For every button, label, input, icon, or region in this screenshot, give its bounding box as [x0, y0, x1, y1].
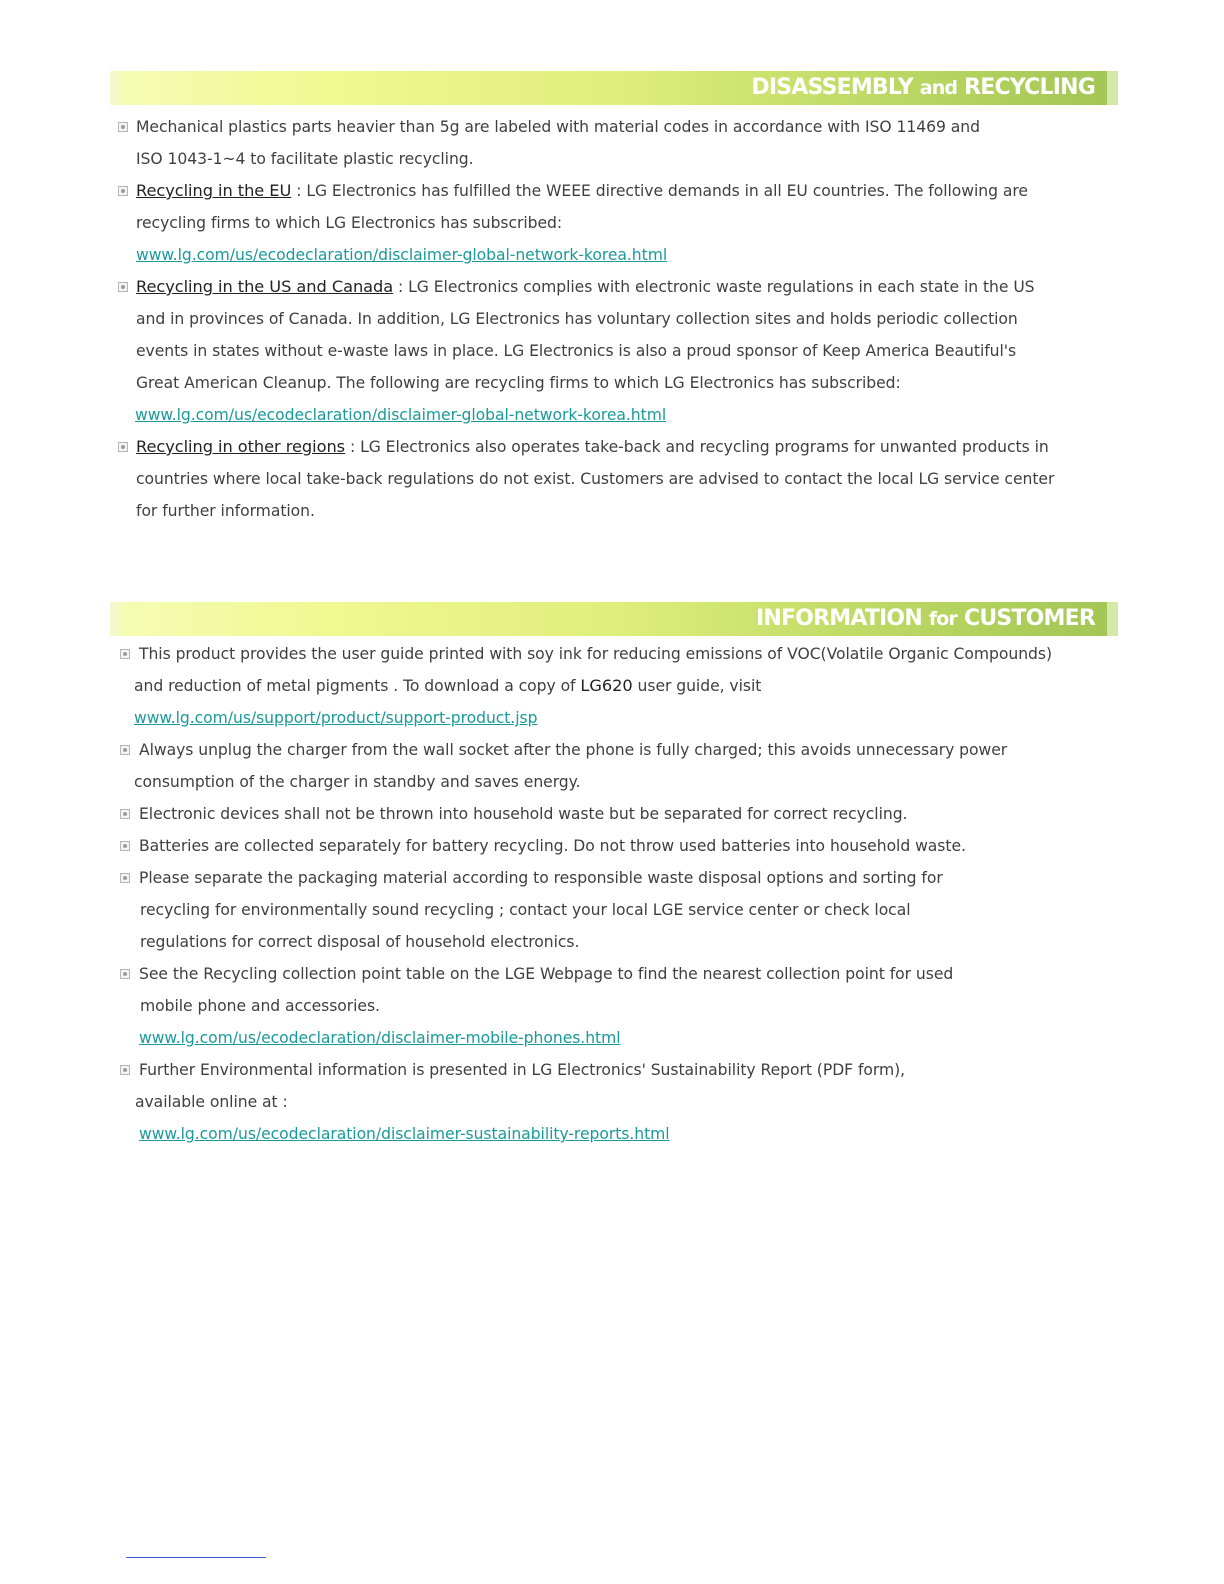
footnote-divider	[126, 1557, 266, 1558]
heading-separator: :	[393, 278, 409, 296]
item-text-line: This product provides the user guide printed with soy ink for reducing emissions of VOC(Volatile Organic Compounds)	[139, 645, 1052, 663]
item-text-line: Electronic devices shall not be thrown into household waste but be separated for correct recycling.	[139, 805, 908, 823]
item-text-line: consumption of the charger in standby and saves energy.	[134, 773, 581, 791]
bullet-icon	[118, 122, 128, 132]
user-guide-link[interactable]: www.lg.com/us/support/product/support-product.jsp	[134, 709, 538, 727]
item-text: user guide, visit	[632, 677, 762, 695]
disassembly-title-and: and	[919, 77, 958, 99]
item-text-line: and in provinces of Canada. In addition, LG Electronics has voluntary collection sites and holds periodic collection	[136, 310, 1018, 328]
item-text-line: Batteries are collected separately for battery recycling. Do not throw used batteries into household waste.	[139, 837, 966, 855]
item-text: LG Electronics also operates take-back and recycling programs for unwanted products in	[360, 438, 1049, 456]
item-text-line: Further Environmental information is presented in LG Electronics' Sustainability Report (PDF form),	[139, 1061, 906, 1079]
item-text-line: recycling for environmentally sound recycling ; contact your local LGE service center or check local	[140, 901, 911, 919]
bullet-icon	[118, 442, 128, 452]
disassembly-title	[751, 73, 1095, 103]
information-title-for: for	[928, 608, 958, 630]
information-banner	[110, 602, 1118, 636]
item-text-line: Mechanical plastics parts heavier than 5g are labeled with material codes in accordance with ISO 11469 and	[136, 118, 980, 136]
bullet-icon	[120, 809, 130, 819]
bullet-icon	[120, 873, 130, 883]
sustainability-report-link[interactable]: www.lg.com/us/ecodeclaration/disclaimer-sustainability-reports.html	[139, 1125, 670, 1143]
item-text: LG Electronics has fulfilled the WEEE directive demands in all EU countries. The following are	[306, 182, 1028, 200]
item-text-line: See the Recycling collection point table on the LGE Webpage to find the nearest collection point for used	[139, 965, 954, 983]
item-text-line	[134, 676, 761, 696]
item-text-line: for further information.	[136, 502, 315, 520]
item-text-line: recycling firms to which LG Electronics has subscribed:	[136, 214, 563, 232]
recycling-us-canada-heading: Recycling in the US and Canada	[136, 277, 394, 296]
information-title	[756, 604, 1095, 634]
recycling-eu-heading: Recycling in the EU	[136, 181, 292, 200]
bullet-icon	[120, 841, 130, 851]
information-title-a: INFORMATION	[755, 606, 922, 631]
item-text-line: events in states without e-waste laws in place. LG Electronics is also a proud sponsor of Keep America Beautiful's	[136, 342, 1017, 360]
item-text: LG Electronics complies with electronic waste regulations in each state in the US	[408, 278, 1035, 296]
model-name: LG620	[580, 676, 633, 695]
item-text-line: ISO 1043-1~4 to facilitate plastic recycling.	[136, 150, 474, 168]
heading-separator: :	[291, 182, 307, 200]
item-text-line	[136, 437, 1049, 457]
heading-separator: :	[345, 438, 361, 456]
bullet-icon	[120, 649, 130, 659]
us-canada-recycling-link[interactable]: www.lg.com/us/ecodeclaration/disclaimer-global-network-korea.html	[135, 406, 667, 424]
item-text: and reduction of metal pigments . To download a copy of	[134, 677, 581, 695]
item-text-line: Always unplug the charger from the wall socket after the phone is fully charged; this avoids unnecessary power	[139, 741, 1008, 759]
recycling-other-regions-heading: Recycling in other regions	[136, 437, 346, 456]
disassembly-banner	[110, 71, 1118, 105]
disassembly-title-b: RECYCLING	[964, 75, 1095, 100]
disassembly-title-a: DISASSEMBLY	[751, 75, 913, 100]
item-text-line: Please separate the packaging material according to responsible waste disposal options and sorting for	[139, 869, 943, 887]
mobile-phones-recycling-link[interactable]: www.lg.com/us/ecodeclaration/disclaimer-mobile-phones.html	[139, 1029, 621, 1047]
item-text-line: Great American Cleanup. The following are recycling firms to which LG Electronics has subscribed:	[136, 374, 901, 392]
bullet-icon	[120, 1065, 130, 1075]
bullet-icon	[118, 186, 128, 196]
bullet-icon	[118, 282, 128, 292]
item-text-line: countries where local take-back regulations do not exist. Customers are advised to contact the local LG service center	[136, 470, 1055, 488]
information-title-b: CUSTOMER	[963, 606, 1095, 631]
item-text-line: regulations for correct disposal of household electronics.	[140, 933, 580, 951]
item-text-line	[136, 277, 1035, 297]
bullet-icon	[120, 969, 130, 979]
item-text-line: available online at :	[135, 1093, 288, 1111]
item-text-line	[136, 181, 1028, 201]
eu-recycling-link[interactable]: www.lg.com/us/ecodeclaration/disclaimer-global-network-korea.html	[136, 246, 668, 264]
bullet-icon	[120, 745, 130, 755]
item-text-line: mobile phone and accessories.	[140, 997, 380, 1015]
